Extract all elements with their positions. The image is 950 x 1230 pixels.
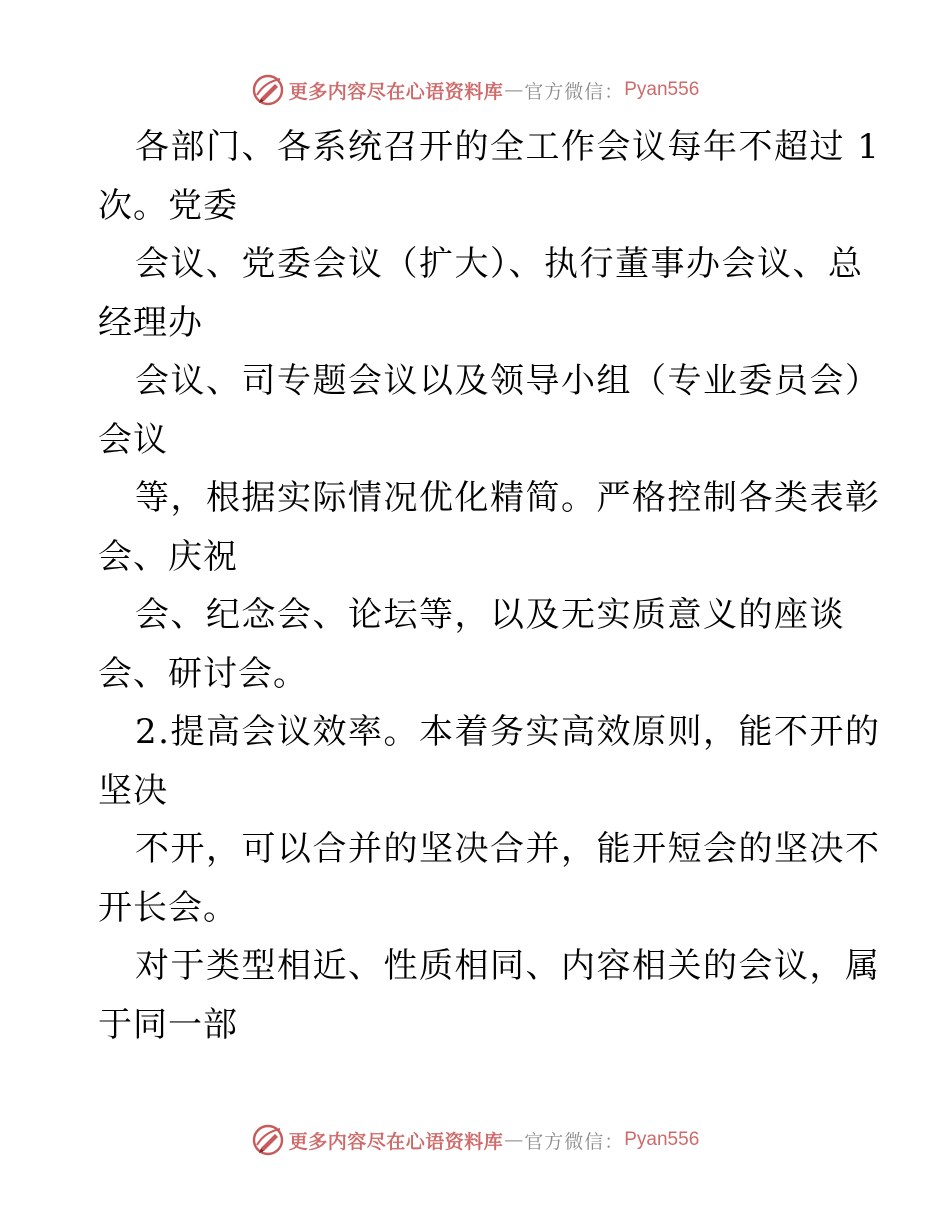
text-line: 对于类型相近、性质相同、内容相关的会议，属 <box>135 946 881 986</box>
text-line: 会议 <box>98 419 168 460</box>
text-line: 2.提高会议效率。本着务实高效原则，能不开的 <box>135 712 881 752</box>
text-line: 于同一部 <box>98 1004 238 1045</box>
watermark-wechat-label: 官方微信： <box>524 80 625 103</box>
text-line: 会、研讨会。 <box>98 653 308 694</box>
watermark-dash: — <box>504 1129 524 1151</box>
text-line: 不开，可以合并的坚决合并，能开短会的坚决不 <box>135 829 881 869</box>
watermark-wechat-id: Pyan556 <box>624 79 700 100</box>
text-line: 会、庆祝 <box>98 536 238 577</box>
text-line: 开长会。 <box>98 887 238 928</box>
text-line: 坚决 <box>98 770 168 811</box>
text-line: 会议、司专题会议以及领导小组（专业委员会） <box>135 361 881 401</box>
text-line: 经理办 <box>98 302 203 343</box>
watermark-wechat-label: 官方微信： <box>524 1130 625 1153</box>
text-line: 各部门、各系统召开的全工作会议每年不超过 1 <box>135 127 881 167</box>
pen-circle-logo-icon <box>251 73 285 107</box>
watermark-main-text: 更多内容尽在心语资料库 <box>288 1130 504 1153</box>
watermark-wechat-id: Pyan556 <box>624 1129 700 1150</box>
watermark-main-text: 更多内容尽在心语资料库 <box>288 80 504 103</box>
pen-circle-logo-icon <box>251 1123 285 1157</box>
footer-watermark <box>0 1120 950 1160</box>
watermark-dash: — <box>504 79 524 101</box>
text-line: 会、纪念会、论坛等，以及无实质意义的座谈 <box>135 595 845 635</box>
text-line: 次。党委 <box>98 185 238 226</box>
text-line: 等，根据实际情况优化精简。严格控制各类表彰 <box>135 478 881 518</box>
document-body <box>98 118 881 1054</box>
text-line: 会议、党委会议（扩大）、执行董事办会议、总 <box>135 244 864 284</box>
header-watermark <box>0 70 950 110</box>
